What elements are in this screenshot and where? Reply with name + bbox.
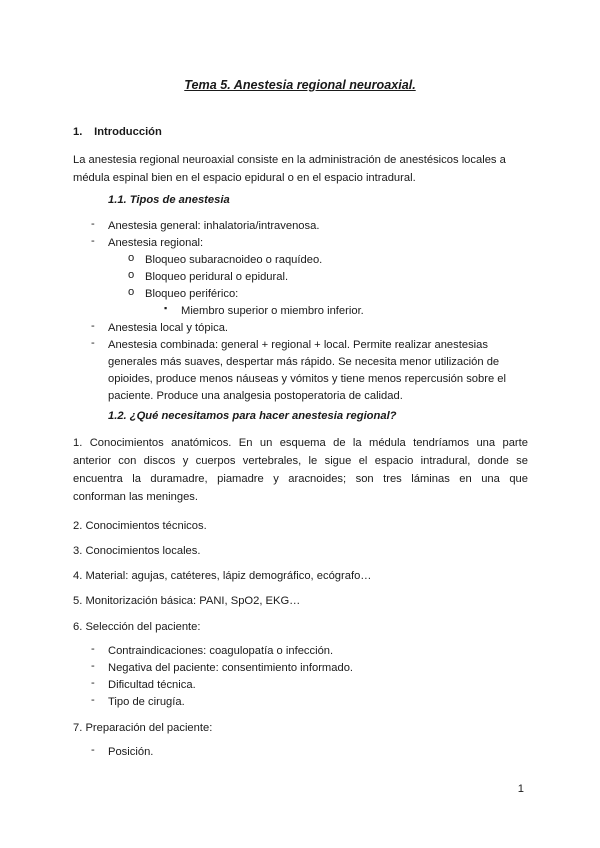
list-item-combinada <box>108 337 528 405</box>
paragraph-line: encuentra la duramadre, piamadre y aracnoides; son tres láminas en una que <box>73 473 528 485</box>
list-item: Miembro superior o miembro inferior. <box>181 305 364 317</box>
square-bullet: ▪ <box>164 303 168 313</box>
paragraph-conocimientos-locales: 3. Conocimientos locales. <box>73 545 201 557</box>
list-item: Anestesia regional: <box>108 237 204 249</box>
section-heading-text: Introducción <box>94 126 162 138</box>
dash-bullet: - <box>91 694 95 706</box>
paragraph-conocimientos-anatomicos <box>73 434 528 506</box>
list-item: Anestesia general: inhalatoria/intravenosa. <box>108 220 320 232</box>
dash-bullet: - <box>91 677 95 689</box>
list-item: Posición. <box>108 746 154 758</box>
list-item: Dificultad técnica. <box>108 679 196 691</box>
page-title: Tema 5. Anestesia regional neuroaxial. <box>184 78 416 92</box>
list-item: Bloqueo periférico: <box>145 288 239 300</box>
paragraph-seleccion: 6. Selección del paciente: <box>73 621 201 633</box>
dash-bullet: - <box>91 744 95 756</box>
paragraph-line: 1. Conocimientos anatómicos. En un esquema de la médula tendríamos una parte <box>73 437 528 449</box>
intro-paragraph <box>73 151 528 187</box>
list-item-line: generales más suaves, despertar más rápido. Se necesita menor utilización de <box>108 356 500 368</box>
list-item-line: paciente. Produce una analgesia postoperatoria de calidad. <box>108 390 403 402</box>
dash-bullet: - <box>91 660 95 672</box>
dash-bullet: - <box>91 218 95 230</box>
subsection-heading-tipos: 1.1. Tipos de anestesia <box>108 194 230 206</box>
subsection-heading-que-necesitamos: 1.2. ¿Qué necesitamos para hacer anestesia regional? <box>108 410 397 422</box>
page-number: 1 <box>517 783 524 795</box>
paragraph-preparacion: 7. Preparación del paciente: <box>73 722 213 734</box>
paragraph-line: conforman las meninges. <box>73 491 198 503</box>
paragraph-monitorizacion: 5. Monitorización básica: PANI, SpO2, EKG… <box>73 595 301 607</box>
list-item: Bloqueo subaracnoideo o raquídeo. <box>145 254 323 266</box>
paragraph-material: 4. Material: agujas, catéteres, lápiz demográfico, ecógrafo… <box>73 570 372 582</box>
section-number: 1. <box>73 126 83 138</box>
dash-bullet: - <box>91 643 95 655</box>
list-item-line: opioides, produce menos náuseas y vómitos y tiene menos repercusión sobre el <box>108 373 506 385</box>
list-item: Tipo de cirugía. <box>108 696 185 708</box>
intro-line: médula espinal bien en el espacio epidural o en el espacio intradural. <box>73 172 416 184</box>
circle-bullet: o <box>128 269 135 281</box>
list-item-line: Anestesia combinada: general + regional + local. Permite realizar anestesias <box>108 339 488 351</box>
paragraph-conocimientos-tecnicos: 2. Conocimientos técnicos. <box>73 520 207 532</box>
list-item: Negativa del paciente: consentimiento informado. <box>108 662 354 674</box>
list-item: Anestesia local y tópica. <box>108 322 229 334</box>
paragraph-line: anterior con discos y cuerpos vertebrales, le sigue el espacio intradural, donde se <box>73 455 528 467</box>
dash-bullet: - <box>91 320 95 332</box>
list-item: Bloqueo peridural o epidural. <box>145 271 289 283</box>
dash-bullet: - <box>91 235 95 247</box>
intro-line: La anestesia regional neuroaxial consiste en la administración de anestésicos locales a <box>73 154 506 166</box>
list-item: Contraindicaciones: coagulopatía o infección. <box>108 645 334 657</box>
section-heading-introduccion <box>73 126 162 138</box>
circle-bullet: o <box>128 286 135 298</box>
circle-bullet: o <box>128 252 135 264</box>
dash-bullet: - <box>91 337 95 349</box>
